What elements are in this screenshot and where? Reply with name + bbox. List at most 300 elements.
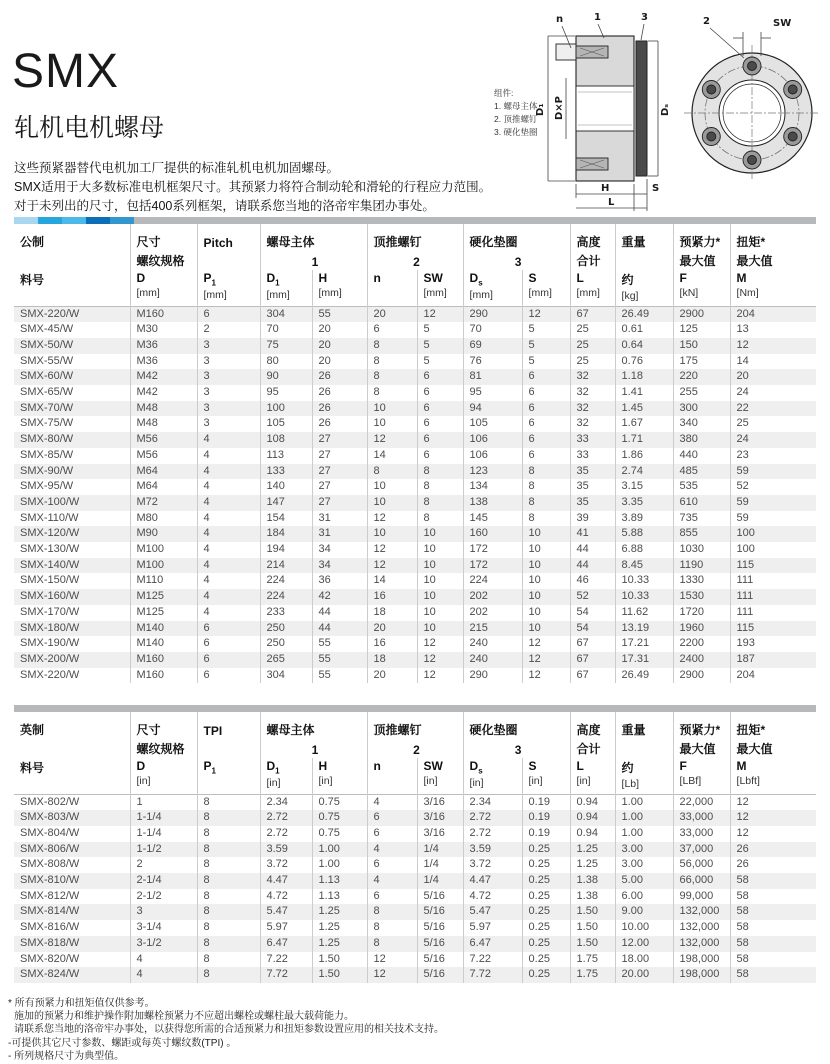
value-cell: 5 (417, 354, 463, 370)
column-header: $D_1$ [mm] (260, 270, 312, 306)
value-cell: 58 (730, 904, 816, 920)
value-cell: 59 (730, 511, 816, 527)
technical-drawing (486, 8, 830, 218)
header-row (14, 270, 816, 306)
value-cell: 3 (197, 385, 260, 401)
value-cell: 32 (570, 401, 615, 417)
value-cell: 55 (312, 668, 367, 684)
value-cell: 6 (197, 621, 260, 637)
label-d1: D₁ (535, 103, 546, 116)
value-cell: 0.25 (522, 842, 570, 858)
value-cell: 32 (570, 416, 615, 432)
value-cell: 10 (522, 573, 570, 589)
label-part2: 2 (703, 16, 710, 27)
value-cell: 0.25 (522, 952, 570, 968)
value-cell: 4 (197, 511, 260, 527)
value-cell: 26 (730, 842, 816, 858)
value-cell: 0.25 (522, 967, 570, 983)
column-header: 螺母主体 (260, 712, 367, 739)
column-header: Pitch (197, 224, 260, 251)
value-cell: 14 (367, 573, 417, 589)
value-cell: 2200 (673, 636, 730, 652)
table-row (14, 636, 816, 652)
column-header: 2 (367, 739, 463, 758)
value-cell: 7.22 (260, 952, 312, 968)
column-header: 1 (260, 739, 367, 758)
value-cell: 1.86 (615, 448, 673, 464)
value-cell: M56 (130, 432, 197, 448)
value-cell: M90 (130, 526, 197, 542)
value-cell: 202 (463, 605, 522, 621)
value-cell: 106 (463, 448, 522, 464)
value-cell: 5 (417, 322, 463, 338)
value-cell: 8 (367, 338, 417, 354)
value-cell: 105 (463, 416, 522, 432)
value-cell: 59 (730, 495, 816, 511)
value-cell: 8 (197, 794, 260, 810)
stripe-rest (14, 705, 816, 712)
column-header (197, 251, 260, 270)
value-cell: 3.15 (615, 479, 673, 495)
table-row (14, 338, 816, 354)
value-cell: 1.75 (570, 967, 615, 983)
value-cell: 123 (463, 464, 522, 480)
value-cell: 1.00 (312, 842, 367, 858)
value-cell: 31 (312, 511, 367, 527)
value-cell: 250 (260, 621, 312, 637)
part-number-cell: SMX-65/W (20, 386, 74, 399)
value-cell: 56,000 (673, 857, 730, 873)
value-cell: 12 (730, 826, 816, 842)
value-cell: 111 (730, 589, 816, 605)
value-cell: 6.88 (615, 542, 673, 558)
value-cell: 5/16 (417, 920, 463, 936)
value-cell: 0.25 (522, 904, 570, 920)
value-cell: 10 (367, 416, 417, 432)
value-cell: 224 (260, 589, 312, 605)
table-row (14, 416, 816, 432)
table-row (14, 857, 816, 873)
value-cell: 16 (367, 636, 417, 652)
table-row (14, 432, 816, 448)
value-cell: 111 (730, 605, 816, 621)
value-cell: 1/4 (417, 842, 463, 858)
value-cell: 59 (730, 464, 816, 480)
table-row (14, 385, 816, 401)
column-header: $D_s$ [mm] (463, 270, 522, 306)
value-cell: 32 (570, 385, 615, 401)
column-header: 合计 (570, 739, 615, 758)
value-cell: 0.25 (522, 873, 570, 889)
value-cell: 6 (417, 416, 463, 432)
value-cell: 3.89 (615, 511, 673, 527)
value-cell: 18.00 (615, 952, 673, 968)
table-row (14, 526, 816, 542)
value-cell: 8 (367, 936, 417, 952)
column-header: 尺寸 (130, 224, 197, 251)
value-cell: 535 (673, 479, 730, 495)
value-cell: 2.72 (260, 826, 312, 842)
value-cell: 35 (570, 495, 615, 511)
value-cell: 265 (260, 652, 312, 668)
value-cell: 115 (730, 558, 816, 574)
value-cell: 95 (463, 385, 522, 401)
value-cell: 0.64 (615, 338, 673, 354)
value-cell: 8 (197, 842, 260, 858)
value-cell: 6 (367, 889, 417, 905)
table-row (14, 605, 816, 621)
part-number-cell: SMX-120/W (14, 526, 130, 542)
value-cell: 1-1/4 (130, 826, 197, 842)
value-cell: 99,000 (673, 889, 730, 905)
value-cell: 1.25 (570, 857, 615, 873)
value-cell: 290 (463, 306, 522, 322)
value-cell: 7.22 (463, 952, 522, 968)
value-cell: 1.25 (312, 920, 367, 936)
value-cell: 0.94 (570, 826, 615, 842)
column-header (615, 739, 673, 758)
value-cell: 215 (463, 621, 522, 637)
value-cell: 33 (570, 448, 615, 464)
value-cell: 0.25 (522, 857, 570, 873)
stripe-segment (86, 217, 110, 224)
value-cell: 3 (197, 354, 260, 370)
value-cell: 147 (260, 495, 312, 511)
value-cell: 2900 (673, 306, 730, 322)
value-cell: 12 (367, 967, 417, 983)
value-cell: 2900 (673, 668, 730, 684)
part-number-cell: SMX-220/W (20, 668, 80, 681)
value-cell: 10.33 (615, 573, 673, 589)
value-cell: 5 (522, 338, 570, 354)
value-cell: 214 (260, 558, 312, 574)
footnote-line: -可提供其它尺寸参数、螺距或每英寸螺纹数(TPI) 。 (8, 1037, 237, 1049)
value-cell: 2.74 (615, 464, 673, 480)
value-cell: M64 (130, 479, 197, 495)
value-cell: M100 (130, 542, 197, 558)
value-cell: 485 (673, 464, 730, 480)
value-cell: 5/16 (417, 952, 463, 968)
column-header: D [mm] (130, 270, 197, 306)
table-row (14, 920, 816, 936)
value-cell: 12 (522, 306, 570, 322)
value-cell: 54 (570, 621, 615, 637)
brand-stripe-gray (14, 705, 816, 712)
part-number-cell: SMX-806/W (14, 842, 130, 858)
value-cell: 12 (367, 432, 417, 448)
value-cell: M125 (130, 589, 197, 605)
value-cell: 2 (130, 857, 197, 873)
value-cell: 27 (312, 479, 367, 495)
table-row (14, 354, 816, 370)
column-header (14, 739, 130, 758)
value-cell: 240 (463, 636, 522, 652)
value-cell: 12.00 (615, 936, 673, 952)
value-cell: 10 (522, 589, 570, 605)
value-cell: 202 (463, 589, 522, 605)
value-cell: 6 (417, 385, 463, 401)
value-cell: 8 (367, 369, 417, 385)
value-cell: 1.00 (615, 826, 673, 842)
value-cell: 4 (197, 479, 260, 495)
value-cell: 25 (570, 354, 615, 370)
value-cell: 193 (730, 636, 816, 652)
stripe-segment (62, 217, 86, 224)
value-cell: 6.00 (615, 889, 673, 905)
drawing-legend-item: 2. 顶推螺钉 (494, 114, 538, 124)
value-cell: 12 (367, 558, 417, 574)
column-header: 2 (367, 251, 463, 270)
part-number-cell: SMX-80/W (14, 432, 130, 448)
value-cell: 6 (417, 448, 463, 464)
value-cell: 20 (367, 668, 417, 684)
value-cell: 100 (730, 526, 816, 542)
column-header: 最大值 (673, 251, 730, 270)
column-header: 重量 (615, 224, 673, 251)
value-cell: 2-1/2 (130, 889, 197, 905)
imperial-table-header (14, 712, 816, 794)
value-cell: 5.97 (463, 920, 522, 936)
value-cell: 26.49 (615, 668, 673, 684)
value-cell: 32 (570, 369, 615, 385)
value-cell: 27 (312, 448, 367, 464)
footnote-line: * 所有预紧力和扭矩值仅供参考。 (8, 998, 155, 1009)
value-cell: M80 (130, 511, 197, 527)
value-cell: 55 (312, 652, 367, 668)
value-cell: M110 (130, 573, 197, 589)
value-cell: 304 (260, 668, 312, 684)
value-cell: 2.72 (260, 810, 312, 826)
value-cell: M48 (130, 401, 197, 417)
value-cell: 0.19 (522, 794, 570, 810)
value-cell: 1.18 (615, 369, 673, 385)
value-cell: 8 (367, 920, 417, 936)
table-row (14, 652, 816, 668)
value-cell: 25 (570, 338, 615, 354)
value-cell: 1.00 (615, 794, 673, 810)
part-number-cell: SMX-820/W (20, 952, 80, 965)
value-cell: 1.38 (570, 873, 615, 889)
value-cell: 12 (367, 952, 417, 968)
value-cell: 0.76 (615, 354, 673, 370)
value-cell: 95 (260, 385, 312, 401)
value-cell: 125 (673, 322, 730, 338)
value-cell: 34 (312, 542, 367, 558)
value-cell: 4.47 (260, 873, 312, 889)
column-header: SW [in] (417, 758, 463, 794)
stripe-segment (110, 217, 134, 224)
imperial-table (14, 712, 816, 983)
column-header: 扭矩* (730, 224, 816, 251)
value-cell: 0.25 (522, 889, 570, 905)
value-cell: 5 (417, 338, 463, 354)
column-header: $D_1$ [in] (260, 758, 312, 794)
value-cell: 0.25 (522, 936, 570, 952)
label-n: n (556, 14, 564, 25)
value-cell: 106 (463, 432, 522, 448)
value-cell: 855 (673, 526, 730, 542)
value-cell: 0.75 (312, 794, 367, 810)
value-cell: 204 (730, 668, 816, 684)
value-cell: 111 (730, 573, 816, 589)
value-cell: 105 (260, 416, 312, 432)
header-row (14, 739, 816, 758)
value-cell: 75 (260, 338, 312, 354)
footnote-line: - 所列规格尺寸为典型值。 (8, 1050, 125, 1062)
column-header: 硬化垫圈 (463, 224, 570, 251)
value-cell: 5.47 (260, 904, 312, 920)
value-cell: 610 (673, 495, 730, 511)
value-cell: 1530 (673, 589, 730, 605)
value-cell: 1/4 (417, 857, 463, 873)
value-cell: 33 (570, 432, 615, 448)
value-cell: 6 (197, 668, 260, 684)
value-cell: 154 (260, 511, 312, 527)
value-cell: M160 (130, 306, 197, 322)
table-row (14, 589, 816, 605)
value-cell: 204 (730, 306, 816, 322)
value-cell: 58 (730, 920, 816, 936)
value-cell: 67 (570, 306, 615, 322)
value-cell: 7.72 (463, 967, 522, 983)
value-cell: 6 (367, 810, 417, 826)
value-cell: 1.00 (312, 857, 367, 873)
value-cell: 250 (260, 636, 312, 652)
value-cell: 1.67 (615, 416, 673, 432)
value-cell: 6 (522, 401, 570, 417)
value-cell: 3 (197, 401, 260, 417)
value-cell: 8 (522, 464, 570, 480)
footnote-line: 请联系您当地的洛帝牢办事处，以获得您所需的合适预紧力和扭矩参数设置应用的相关技术支持。 (14, 1024, 444, 1036)
value-cell: 255 (673, 385, 730, 401)
column-header: $P_1$ (197, 758, 260, 794)
value-cell: 54 (570, 605, 615, 621)
column-header: 顶推螺钉 (367, 712, 463, 739)
value-cell: 12 (417, 306, 463, 322)
value-cell: 4 (197, 605, 260, 621)
value-cell: 10 (522, 621, 570, 637)
part-number-cell: SMX-803/W (14, 810, 130, 826)
header-row (14, 712, 816, 739)
value-cell: 5 (522, 322, 570, 338)
column-header: SW [mm] (417, 270, 463, 306)
value-cell: 8 (367, 354, 417, 370)
value-cell: 6 (522, 448, 570, 464)
value-cell: 150 (673, 338, 730, 354)
value-cell: 10 (417, 573, 463, 589)
table-row (14, 558, 816, 574)
column-header: 螺母主体 (260, 224, 367, 251)
value-cell: 1720 (673, 605, 730, 621)
column-header: 重量 (615, 712, 673, 739)
column-header (197, 739, 260, 758)
column-header: 高度 (570, 224, 615, 251)
value-cell: 145 (463, 511, 522, 527)
column-header: 扭矩* (730, 712, 816, 739)
value-cell: 4 (197, 542, 260, 558)
value-cell: 0.75 (312, 810, 367, 826)
table-row (14, 573, 816, 589)
value-cell: 132,000 (673, 920, 730, 936)
value-cell: 4.47 (463, 873, 522, 889)
value-cell: 6 (522, 385, 570, 401)
description-line: 这些预紧器替代电机加工厂提供的标准轧机电机加固螺母。 (14, 161, 340, 175)
value-cell: 18 (367, 605, 417, 621)
value-cell: 6 (522, 416, 570, 432)
value-cell: 12 (367, 542, 417, 558)
value-cell: 14 (367, 448, 417, 464)
value-cell: 340 (673, 416, 730, 432)
table-row (14, 936, 816, 952)
column-header: 最大值 (673, 739, 730, 758)
value-cell: 80 (260, 354, 312, 370)
table-row (14, 464, 816, 480)
part-number-cell: SMX-810/W (14, 873, 130, 889)
value-cell: 0.75 (312, 826, 367, 842)
value-cell: 10.33 (615, 589, 673, 605)
value-cell: 172 (463, 542, 522, 558)
column-header: 尺寸 (130, 712, 197, 739)
column-header: n (367, 758, 417, 794)
value-cell: 42 (312, 589, 367, 605)
value-cell: 22,000 (673, 794, 730, 810)
value-cell: 5/16 (417, 889, 463, 905)
part-number-cell: SMX-804/W (20, 826, 80, 839)
value-cell: 100 (260, 401, 312, 417)
value-cell: 12 (730, 794, 816, 810)
value-cell: 6.47 (463, 936, 522, 952)
value-cell: 20 (367, 306, 417, 322)
value-cell: 1.13 (312, 889, 367, 905)
value-cell: 10 (417, 526, 463, 542)
value-cell: 10 (522, 605, 570, 621)
column-header: L [in] (570, 758, 615, 794)
value-cell: 4 (367, 842, 417, 858)
part-number-cell: SMX-802/W (20, 795, 80, 808)
part-number-cell: SMX-812/W (20, 889, 80, 902)
value-cell: M56 (130, 448, 197, 464)
part-number-cell: SMX-814/W (14, 904, 130, 920)
part-number-cell: SMX-816/W (20, 921, 80, 934)
value-cell: 8 (197, 967, 260, 983)
value-cell: 175 (673, 354, 730, 370)
column-header: M [Nm] (730, 270, 816, 306)
value-cell: 8 (197, 936, 260, 952)
part-number-cell: SMX-160/W (14, 589, 130, 605)
column-header: H [mm] (312, 270, 367, 306)
footnote-line: 施加的预紧力和维护操作附加螺栓预紧力不应超出螺栓或螺柱最大载荷能力。 (14, 1011, 354, 1023)
value-cell: 133 (260, 464, 312, 480)
value-cell: 12 (522, 668, 570, 684)
value-cell: 4 (197, 573, 260, 589)
value-cell: 100 (730, 542, 816, 558)
part-number-cell: SMX-110/W (20, 511, 79, 524)
value-cell: 134 (463, 479, 522, 495)
column-header: 3 (463, 251, 570, 270)
column-header: 最大值 (730, 251, 816, 270)
value-cell: 24 (730, 385, 816, 401)
value-cell: 13.19 (615, 621, 673, 637)
value-cell: 304 (260, 306, 312, 322)
column-header: 约 [Lb] (615, 758, 673, 794)
value-cell: 10 (522, 542, 570, 558)
value-cell: 10.00 (615, 920, 673, 936)
value-cell: 12 (417, 668, 463, 684)
column-header: 最大值 (730, 739, 816, 758)
value-cell: 1190 (673, 558, 730, 574)
value-cell: 22 (730, 401, 816, 417)
value-cell: 1330 (673, 573, 730, 589)
